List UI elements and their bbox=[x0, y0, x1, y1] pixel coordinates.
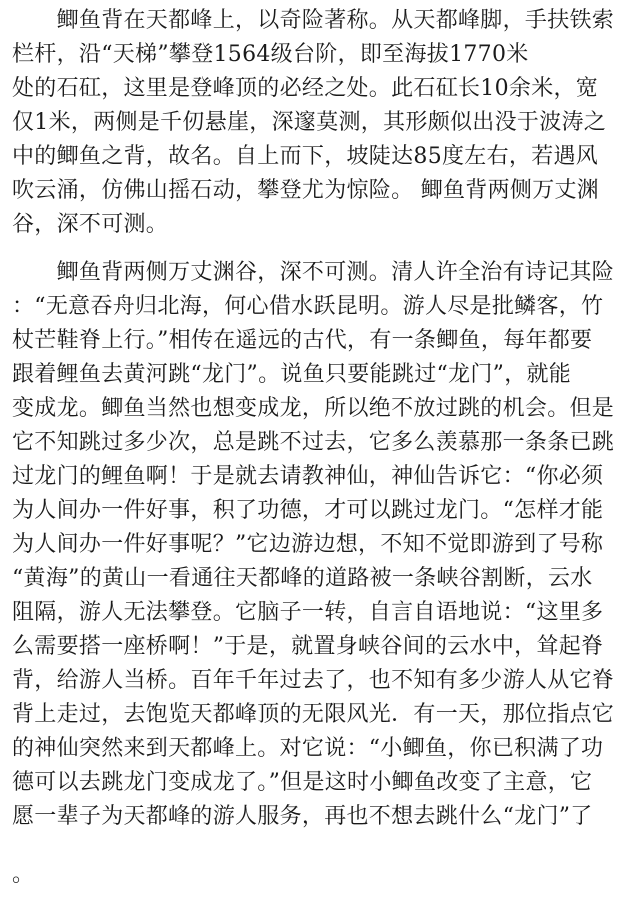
text-line: 跟着鲤鱼去黄河跳“龙门”。说鱼只要能跳过“龙门”，就能 bbox=[12, 362, 572, 387]
text-line: 处的石矼，这里是登峰顶的必经之处。此石矼长10余米，宽 bbox=[12, 76, 599, 101]
text-line: 的神仙突然来到天都峰上。对它说：“小鲫鱼，你已积满了功 bbox=[12, 736, 604, 761]
text-line: 仅1米，两侧是千仞悬崖，深邃莫测，其形颇似出没于波涛之 bbox=[12, 110, 607, 135]
text-line: 杖芒鞋脊上行。”相传在遥远的古代，有一条鲫鱼，每年都要 bbox=[12, 328, 593, 353]
text-line: 变成龙。鲫鱼当然也想变成龙，所以绝不放过跳的机会。但是 bbox=[12, 396, 615, 421]
text-line: 。 bbox=[12, 862, 35, 887]
text-line: 吹云涌，仿佛山摇石动，攀登尤为惊险。 鲫鱼背两侧万丈渊 bbox=[12, 178, 600, 203]
text-line: 过龙门的鲤鱼啊！于是就去请教神仙，神仙告诉它：“你必须 bbox=[12, 464, 604, 489]
text-line: ：“无意吞舟归北海，何心借水跃昆明。游人尽是批鳞客，竹 bbox=[12, 294, 604, 319]
text-line: 栏杆，沿“天梯”攀登1564级台阶，即至海拔1770米 bbox=[12, 42, 529, 67]
text-line: 背，给游人当桥。百年千年过去了，也不知有多少游人从它脊 bbox=[12, 668, 615, 693]
text-line: 阻隔，游人无法攀登。它脑子一转，自言自语地说：“这里多 bbox=[12, 600, 604, 625]
text-line: 为人间办一件好事呢？”它边游边想，不知不觉即游到了号称 bbox=[12, 532, 604, 557]
text-line: 愿一辈子为天都峰的游人服务，再也不想去跳什么“龙门”了 bbox=[12, 804, 593, 829]
text-line: 谷，深不可测。 bbox=[12, 212, 169, 237]
text-line: 鲫鱼背在天都峰上，以奇险著称。从天都峰脚，手扶铁索 bbox=[12, 8, 615, 33]
text-line: 德可以去跳龙门变成龙了。”但是这时小鲫鱼改变了主意，它 bbox=[12, 770, 593, 795]
text-line: 中的鲫鱼之背，故名。自上而下，坡陡达85度左右，若遇风 bbox=[12, 144, 599, 169]
text-line: 鲫鱼背两侧万丈渊谷，深不可测。清人许全治有诗记其险 bbox=[12, 260, 615, 285]
text-line: “黄海”的黄山一看通往天都峰的道路被一条峡谷割断，云水 bbox=[12, 566, 593, 591]
text-line: 它不知跳过多少次，总是跳不过去，它多么羡慕那一条条已跳 bbox=[12, 430, 615, 455]
text-line: 为人间办一件好事，积了功德，才可以跳过龙门。“怎样才能 bbox=[12, 498, 604, 523]
text-line: 么需要搭一座桥啊！”于是，就置身峡谷间的云水中，耸起脊 bbox=[12, 634, 604, 659]
text-line: 背上走过，去饱览天都峰顶的无限风光．有一天，那位指点它 bbox=[12, 702, 615, 727]
